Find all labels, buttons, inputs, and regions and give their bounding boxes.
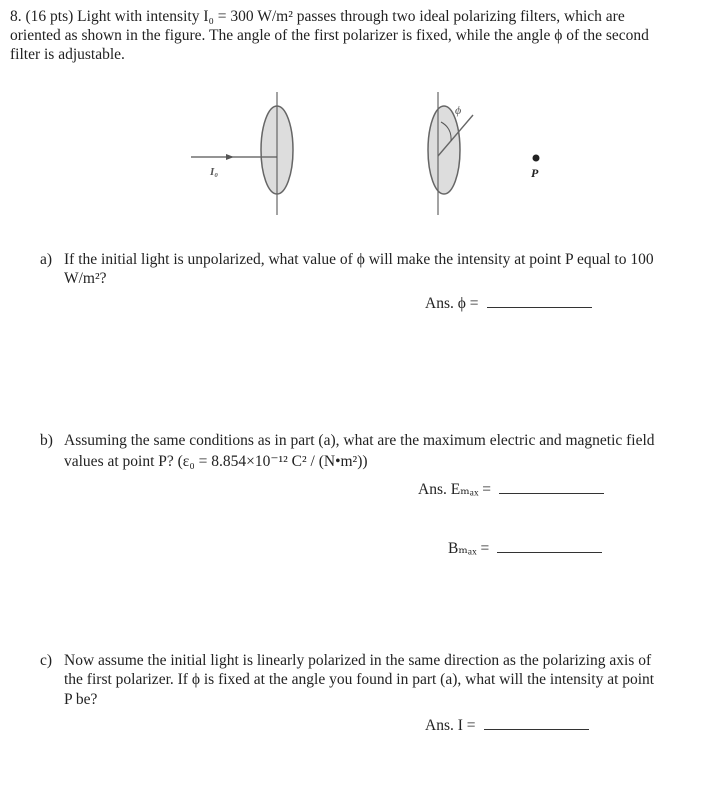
problem-line-1: 8. (16 pts) Light with intensity I₀ = 300 W/m² passes through two ideal polarizing filters, which are [10, 8, 625, 25]
point-p-dot [533, 155, 540, 162]
part-c-line-1: Now assume the initial light is linearly polarized in the same direction as the polarizing axis of [64, 652, 652, 669]
incident-intensity-label: I₀ [210, 166, 219, 178]
part-a-label: a) [40, 251, 53, 268]
answer-blank[interactable] [499, 492, 604, 494]
answer-blank[interactable] [484, 728, 589, 730]
part-a-answer[interactable]: Ans. ϕ = [425, 295, 592, 313]
polarizer-figure [0, 0, 707, 240]
part-b-answer-e[interactable]: Ans. Eₘₐₓ = [418, 480, 604, 499]
arrowhead-icon [226, 154, 234, 160]
part-a-line-2: W/m²? [64, 270, 107, 287]
part-b-line-1: Assuming the same conditions as in part (a), what are the maximum electric and magnetic field [64, 432, 655, 449]
point-p-label: P [531, 166, 539, 180]
part-c-answer[interactable]: Ans. I = [425, 717, 589, 735]
part-b-answer-b[interactable]: Bₘₐₓ = [448, 539, 602, 558]
part-c-line-2: the first polarizer. If ϕ is fixed at the angle you found in part (a), what will the intensity at point [64, 671, 655, 688]
answer-blank[interactable] [487, 306, 592, 308]
part-c-line-3: P be? [64, 691, 98, 708]
problem-line-3: filter is adjustable. [10, 46, 125, 63]
part-a-line-1: If the initial light is unpolarized, what value of ϕ will make the intensity at point P equal to 100 [64, 251, 654, 268]
angle-phi-label: ϕ [455, 103, 462, 117]
part-b-line-2: values at point P? (ε₀ = 8.854×10⁻¹² C² / (N•m²)) [64, 453, 368, 470]
answer-blank[interactable] [497, 551, 602, 553]
part-b-label: b) [40, 432, 53, 449]
part-c-label: c) [40, 652, 53, 669]
problem-line-2: oriented as shown in the figure. The angle of the first polarizer is fixed, while the angle ϕ of the second [10, 27, 649, 44]
